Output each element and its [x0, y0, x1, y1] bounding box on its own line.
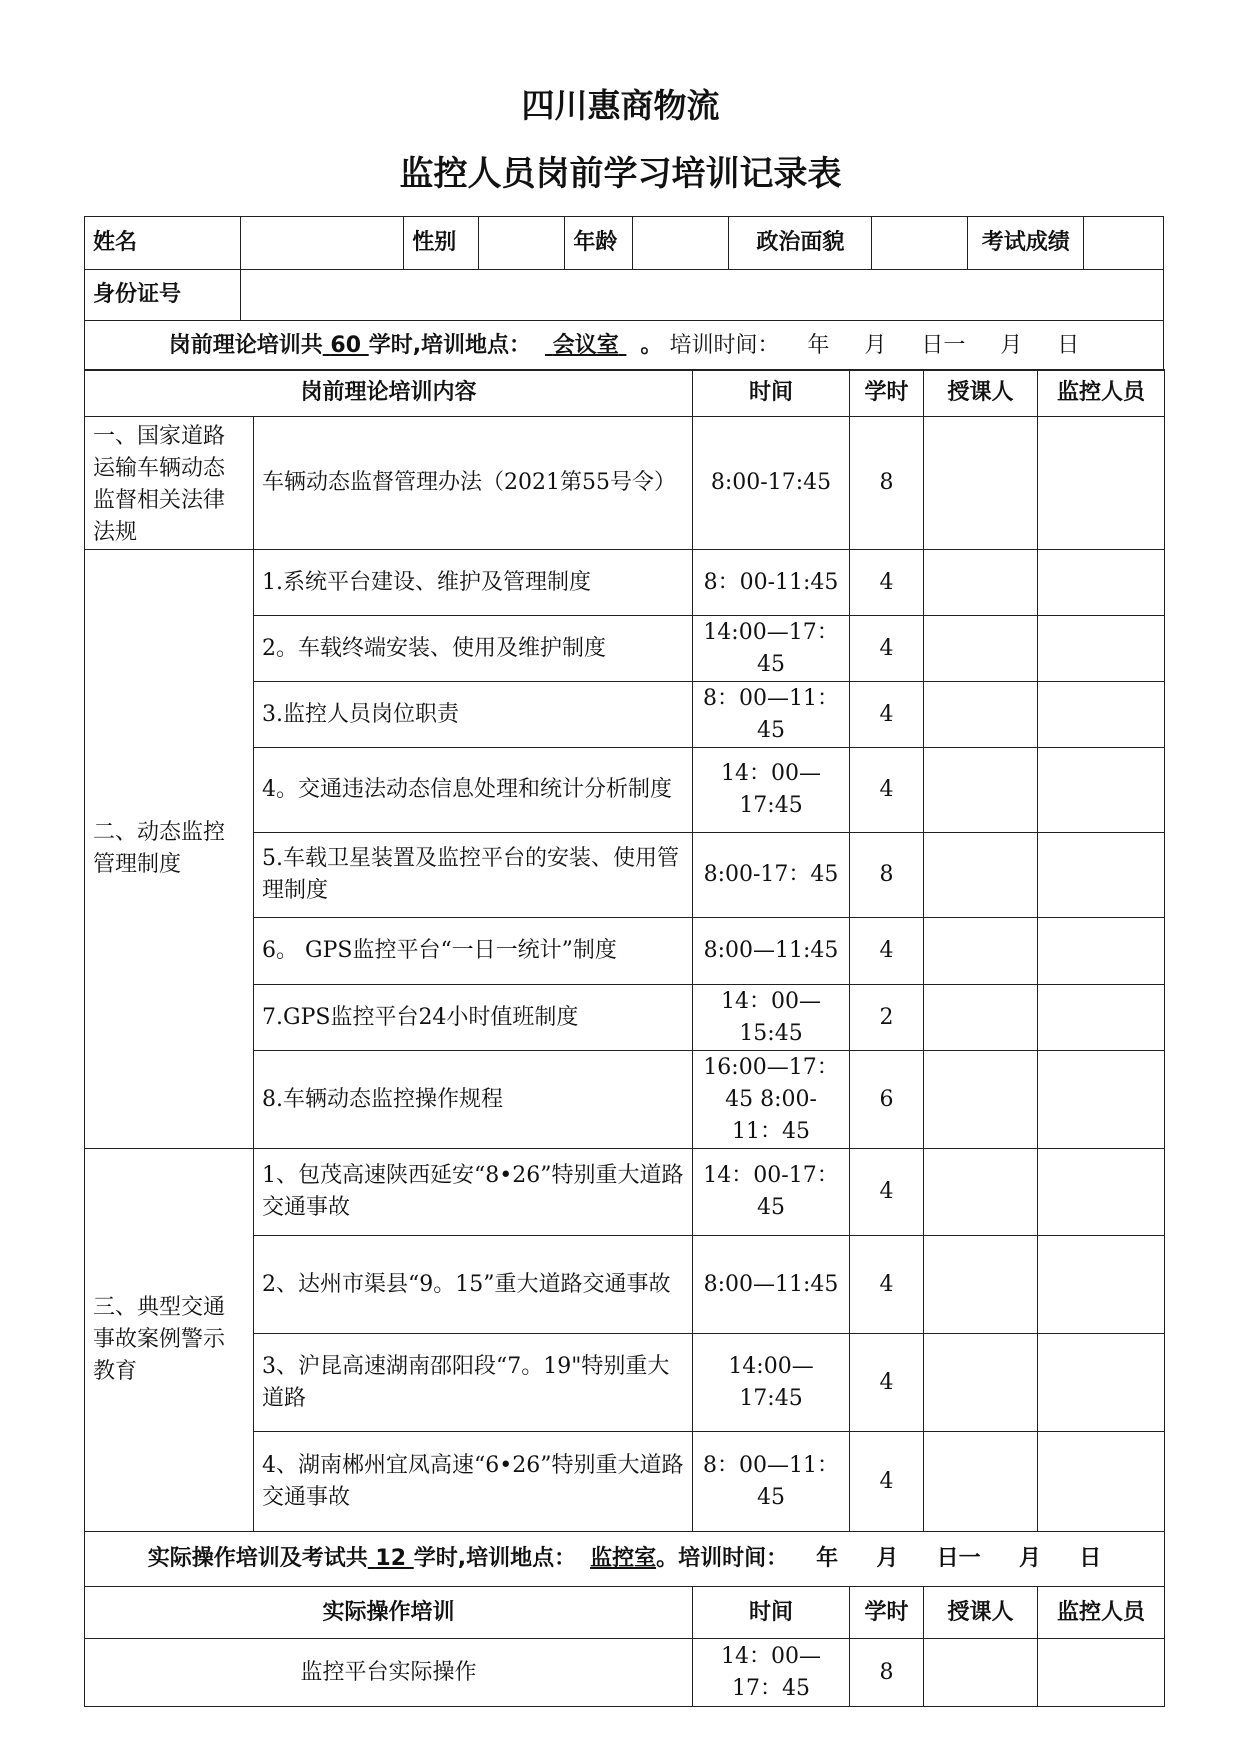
practice-hours: 12 [375, 1546, 407, 1571]
theory-prefix: 岗前理论培训共 [168, 332, 323, 358]
row-hours: 2 [850, 985, 924, 1051]
row-hours: 4 [850, 918, 924, 985]
row-content: 7.GPS监控平台24小时值班制度 [254, 985, 693, 1051]
score-value[interactable] [1084, 217, 1164, 270]
row-teacher[interactable] [924, 682, 1038, 748]
row-time: 14：00—15:45 [693, 985, 850, 1051]
table-row [85, 550, 1165, 616]
row-monitor[interactable] [1038, 616, 1165, 682]
id-value[interactable] [241, 270, 1164, 321]
row-time: 8：00—11：45 [693, 682, 850, 748]
training-record-table [84, 216, 1164, 371]
political-value[interactable] [872, 217, 968, 270]
theory-header-time: 时间 [693, 370, 850, 417]
row-content: 4。交通违法动态信息处理和统计分析制度 [254, 748, 693, 833]
row-teacher[interactable] [924, 985, 1038, 1051]
row-hours: 4 [850, 1432, 924, 1532]
row-monitor[interactable] [1038, 1236, 1165, 1334]
row-content: 3、沪昆高速湖南邵阳段“7。19"特别重大道路 [254, 1334, 693, 1432]
row-time: 8:00-17:45 [693, 417, 850, 550]
row-monitor[interactable] [1038, 748, 1165, 833]
row-monitor[interactable] [1038, 550, 1165, 616]
row-time: 16:00—17：45 8:00-11：45 [693, 1051, 850, 1149]
row-teacher[interactable] [924, 1334, 1038, 1432]
section-name: 三、典型交通事故案例警示教育 [85, 1149, 254, 1532]
practice-header-content: 实际操作培训 [85, 1587, 693, 1639]
theory-place: 会议室 [552, 332, 619, 358]
practice-info [85, 1532, 1165, 1587]
row-content: 4、湖南郴州宜凤高速“6•26”特别重大道路交通事故 [254, 1432, 693, 1532]
row-hours: 4 [850, 682, 924, 748]
row-time: 14：00—17:45 [693, 748, 850, 833]
theory-content-table [84, 369, 1165, 1707]
row-hours: 4 [850, 550, 924, 616]
row-teacher[interactable] [924, 833, 1038, 918]
practice-hours-suffix: 学时,培训地点： [413, 1546, 577, 1571]
row-monitor[interactable] [1038, 918, 1165, 985]
practice-info-row [85, 1532, 1165, 1587]
theory-info [85, 321, 1164, 371]
row-teacher[interactable] [924, 918, 1038, 985]
name-value[interactable] [241, 217, 404, 270]
political-label: 政治面貌 [729, 217, 872, 270]
section-name: 二、动态监控管理制度 [85, 550, 254, 1149]
practice-hours-value: 8 [850, 1639, 924, 1707]
document-subtitle: 监控人员岗前学习培训记录表 [399, 154, 842, 194]
row-time: 8：00-11:45 [693, 550, 850, 616]
practice-teacher[interactable] [924, 1639, 1038, 1707]
row-monitor[interactable] [1038, 417, 1165, 550]
row-teacher[interactable] [924, 1432, 1038, 1532]
row-content: 1.系统平台建设、维护及管理制度 [254, 550, 693, 616]
row-monitor[interactable] [1038, 682, 1165, 748]
row-teacher[interactable] [924, 1236, 1038, 1334]
row-monitor[interactable] [1038, 1149, 1165, 1236]
row-content: 8.车辆动态监控操作规程 [254, 1051, 693, 1149]
gender-label: 性别 [404, 217, 478, 270]
row-monitor[interactable] [1038, 1432, 1165, 1532]
practice-header-row [85, 1587, 1165, 1639]
row-content: 2、达州市渠县“9。15”重大道路交通事故 [254, 1236, 693, 1334]
theory-header-monitor: 监控人员 [1038, 370, 1165, 417]
row-time: 8:00—11:45 [693, 918, 850, 985]
row-content: 5.车载卫星装置及监控平台的安装、使用管理制度 [254, 833, 693, 918]
row-time: 8:00—11:45 [693, 1236, 850, 1334]
practice-header-monitor: 监控人员 [1038, 1587, 1165, 1639]
row-teacher[interactable] [924, 550, 1038, 616]
row-time: 14:00—17:45 [693, 1334, 850, 1432]
row-hours: 8 [850, 417, 924, 550]
theory-header-row [85, 370, 1165, 417]
age-label: 年龄 [565, 217, 632, 270]
row-content: 6。 GPS监控平台“一日一统计”制度 [254, 918, 693, 985]
age-value[interactable] [632, 217, 729, 270]
practice-monitor[interactable] [1038, 1639, 1165, 1707]
row-hours: 4 [850, 748, 924, 833]
theory-place-suffix: 。 [640, 332, 663, 358]
row-content: 3.监控人员岗位职责 [254, 682, 693, 748]
row-content: 2。车载终端安装、使用及维护制度 [254, 616, 693, 682]
practice-header-time: 时间 [693, 1587, 850, 1639]
row-hours: 4 [850, 616, 924, 682]
row-teacher[interactable] [924, 616, 1038, 682]
info-row [85, 217, 1164, 270]
row-hours: 8 [850, 833, 924, 918]
practice-row [85, 1639, 1165, 1707]
row-teacher[interactable] [924, 1051, 1038, 1149]
practice-header-hours: 学时 [850, 1587, 924, 1639]
theory-header-content: 岗前理论培训内容 [85, 370, 693, 417]
name-label: 姓名 [85, 217, 241, 270]
row-content: 车辆动态监督管理办法（2021第55号令） [254, 417, 693, 550]
practice-place-suffix: 。培训时间： [656, 1546, 789, 1571]
table-row [85, 417, 1165, 550]
row-monitor[interactable] [1038, 1334, 1165, 1432]
table-row [85, 1149, 1165, 1236]
practice-place: 监控室 [590, 1546, 657, 1571]
row-content: 1、包茂高速陕西延安“8•26”特别重大道路交通事故 [254, 1149, 693, 1236]
practice-time-value: 14：00—17：45 [693, 1639, 850, 1707]
theory-hours-suffix: 学时,培训地点： [368, 332, 532, 358]
row-teacher[interactable] [924, 1149, 1038, 1236]
row-hours: 6 [850, 1051, 924, 1149]
section-name: 一、国家道路运输车辆动态监督相关法律法规 [85, 417, 254, 550]
row-time: 14：00-17：45 [693, 1149, 850, 1236]
row-time: 8：00—11：45 [693, 1432, 850, 1532]
gender-value[interactable] [478, 217, 565, 270]
document-title: 四川惠商物流 [521, 86, 720, 125]
theory-hours: 60 [330, 332, 362, 358]
row-monitor[interactable] [1038, 833, 1165, 918]
row-monitor[interactable] [1038, 985, 1165, 1051]
practice-content: 监控平台实际操作 [85, 1639, 693, 1707]
score-label: 考试成绩 [968, 217, 1084, 270]
theory-time: 培训时间： 年 月 日一 月 日 [669, 332, 1080, 358]
row-teacher[interactable] [924, 748, 1038, 833]
row-time: 14:00—17：45 [693, 616, 850, 682]
id-label: 身份证号 [85, 270, 241, 321]
id-row [85, 270, 1164, 321]
practice-header-teacher: 授课人 [924, 1587, 1038, 1639]
theory-info-row [85, 321, 1164, 371]
row-hours: 4 [850, 1236, 924, 1334]
practice-prefix: 实际操作培训及考试共 [147, 1546, 368, 1571]
row-hours: 4 [850, 1149, 924, 1236]
practice-time: 年 月 日一 月 日 [816, 1546, 1102, 1571]
row-monitor[interactable] [1038, 1051, 1165, 1149]
row-teacher[interactable] [924, 417, 1038, 550]
row-hours: 4 [850, 1334, 924, 1432]
theory-header-hours: 学时 [850, 370, 924, 417]
theory-header-teacher: 授课人 [924, 370, 1038, 417]
row-time: 8:00-17：45 [693, 833, 850, 918]
